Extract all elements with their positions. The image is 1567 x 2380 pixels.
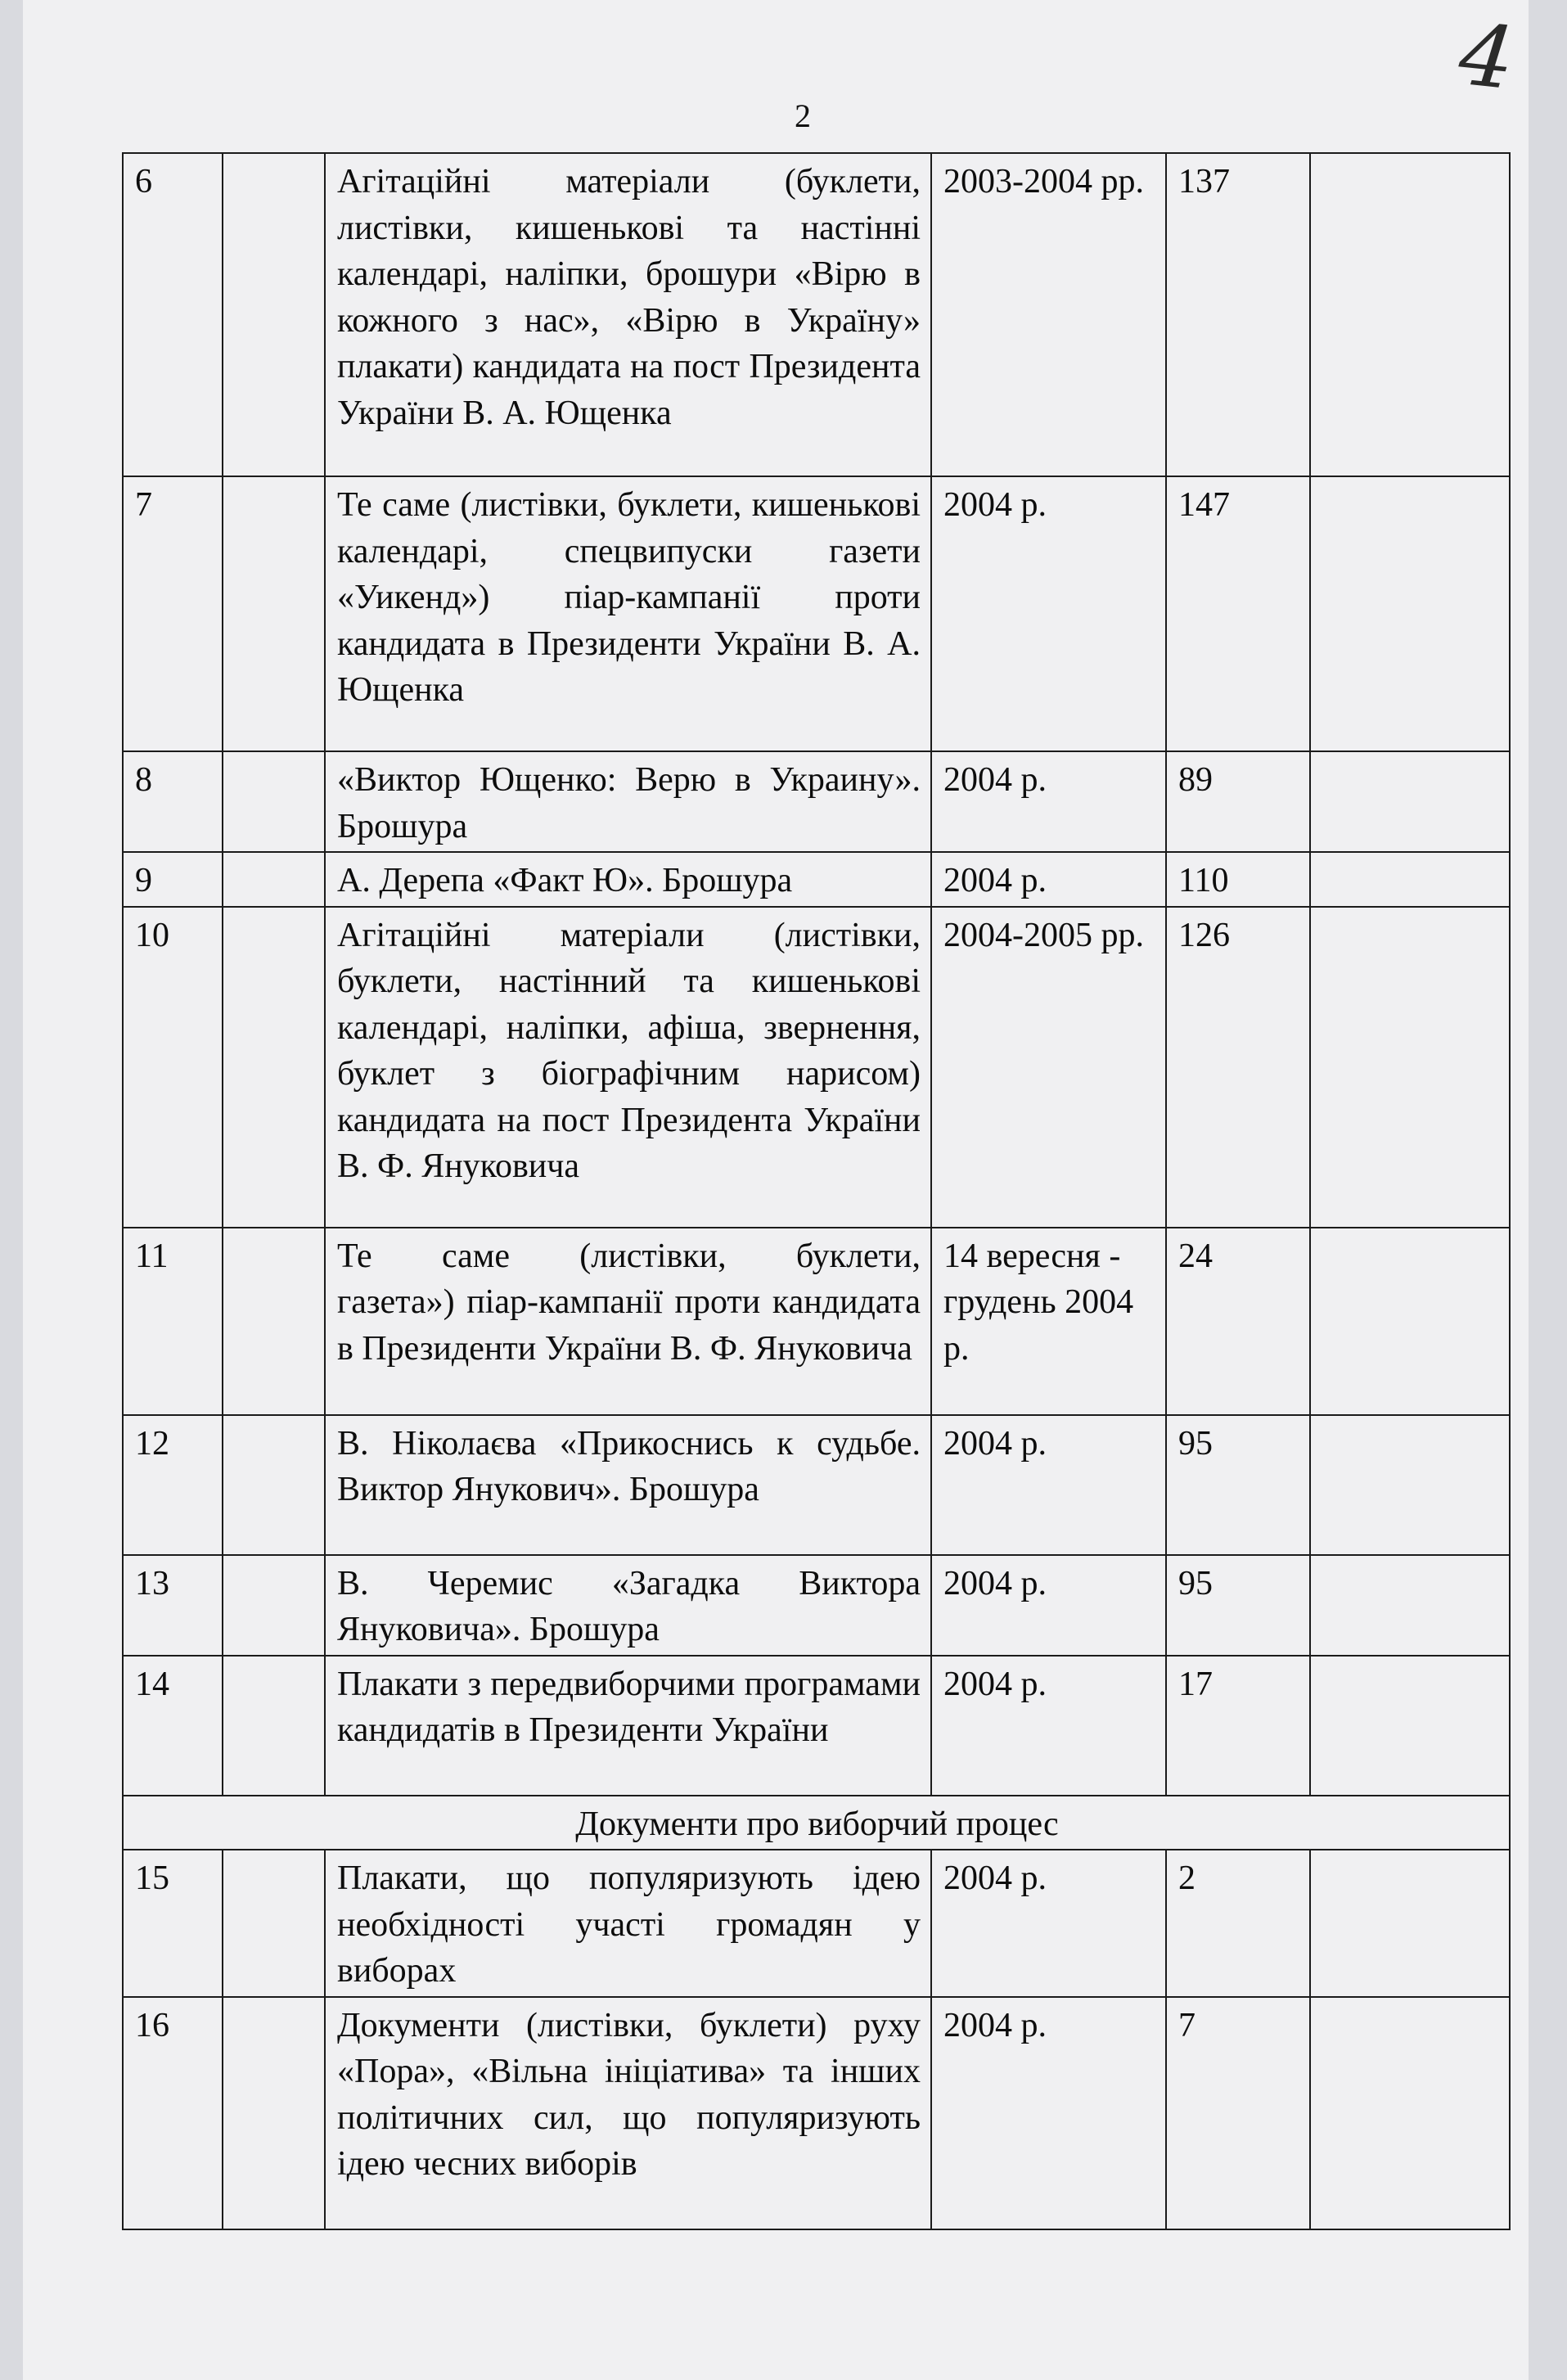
row-date: 2003-2004 рр. [931,153,1166,476]
row-count: 95 [1166,1555,1310,1656]
empty-cell [1310,907,1510,1228]
row-number: 9 [123,852,223,907]
row-number: 8 [123,751,223,852]
row-date: 2004 р. [931,1415,1166,1555]
row-count: 7 [1166,1997,1310,2229]
empty-cell [1310,852,1510,907]
row-description: Те саме (листівки, буклети, газета») піар-кампанії проти кандидата в Президенти України В. Ф. Януковича [325,1228,931,1415]
empty-cell [223,1997,325,2229]
empty-cell [223,751,325,852]
handwritten-sheet-number: 4 [1454,3,1520,110]
row-number: 12 [123,1415,223,1555]
row-count: 110 [1166,852,1310,907]
row-description: Документи (листівки, буклети) руху «Пора», «Вільна ініціатива» та інших політичних сил, що популяризують ідею чесних виборів [325,1997,931,2229]
empty-cell [1310,1555,1510,1656]
table-row [123,1997,1510,2229]
table-row [123,153,1510,476]
section-title: Документи про виборчий процес [123,1796,1510,1850]
row-description: В. Ніколаєва «Прикоснись к судьбе. Виктор Янукович». Брошура [325,1415,931,1555]
row-number: 6 [123,153,223,476]
row-description: Агітаційні матеріали (буклети, листівки, кишенькові та настінні календарі, наліпки, брошури «Вірю в кожного з нас», «Вірю в Україну» плакати) кандидата на пост Президента України В. А. Ющенка [325,153,931,476]
row-number: 13 [123,1555,223,1656]
table-row [123,852,1510,907]
row-number: 7 [123,476,223,751]
row-number: 11 [123,1228,223,1415]
row-date: 2004 р. [931,751,1166,852]
empty-cell [223,907,325,1228]
row-description: Плакати, що популяризують ідею необхідності участі громадян у виборах [325,1850,931,1997]
row-description: В. Черемис «Загадка Виктора Януковича». Брошура [325,1555,931,1656]
row-date: 2004-2005 рр. [931,907,1166,1228]
row-count: 126 [1166,907,1310,1228]
empty-cell [1310,751,1510,852]
row-date: 2004 р. [931,1850,1166,1997]
table-row [123,907,1510,1228]
row-count: 2 [1166,1850,1310,1997]
row-date: 2004 р. [931,476,1166,751]
table-row [123,1415,1510,1555]
table-row [123,751,1510,852]
row-description: Те саме (листівки, буклети, кишенькові календарі, спецвипуски газети «Уикенд») піар-кампанії проти кандидата в Президенти України В. А. Ющенка [325,476,931,751]
row-count: 95 [1166,1415,1310,1555]
row-number: 16 [123,1997,223,2229]
section-header-row [123,1796,1510,1850]
empty-cell [223,1555,325,1656]
document-sheet [23,0,1529,2380]
row-count: 137 [1166,153,1310,476]
page-number: 2 [795,97,811,134]
row-description: «Виктор Ющенко: Верю в Украину». Брошура [325,751,931,852]
row-description: Агітаційні матеріали (листівки, буклети, настінний та кишенькові календарі, наліпки, афіша, звернення, буклет з біографічним нарисом) кандидата на пост Президента України В. Ф. Януковича [325,907,931,1228]
row-count: 147 [1166,476,1310,751]
table-row [123,1555,1510,1656]
empty-cell [1310,1997,1510,2229]
row-date: 2004 р. [931,1997,1166,2229]
row-count: 24 [1166,1228,1310,1415]
row-date: 14 вересня - грудень 2004 р. [931,1228,1166,1415]
empty-cell [223,1415,325,1555]
table-row [123,1656,1510,1796]
empty-cell [1310,1850,1510,1997]
empty-cell [1310,1656,1510,1796]
empty-cell [1310,1228,1510,1415]
empty-cell [1310,1415,1510,1555]
row-date: 2004 р. [931,852,1166,907]
register-table [122,152,1511,2230]
row-date: 2004 р. [931,1555,1166,1656]
row-number: 14 [123,1656,223,1796]
empty-cell [223,1656,325,1796]
table-row [123,1228,1510,1415]
row-description: А. Дерепа «Факт Ю». Брошура [325,852,931,907]
row-number: 10 [123,907,223,1228]
table-row [123,1850,1510,1997]
empty-cell [223,852,325,907]
row-date: 2004 р. [931,1656,1166,1796]
table-row [123,476,1510,751]
row-number: 15 [123,1850,223,1997]
row-count: 89 [1166,751,1310,852]
empty-cell [223,153,325,476]
empty-cell [1310,476,1510,751]
empty-cell [1310,153,1510,476]
row-description: Плакати з передвиборчими програмами кандидатів в Президенти України [325,1656,931,1796]
empty-cell [223,1228,325,1415]
row-count: 17 [1166,1656,1310,1796]
empty-cell [223,476,325,751]
empty-cell [223,1850,325,1997]
